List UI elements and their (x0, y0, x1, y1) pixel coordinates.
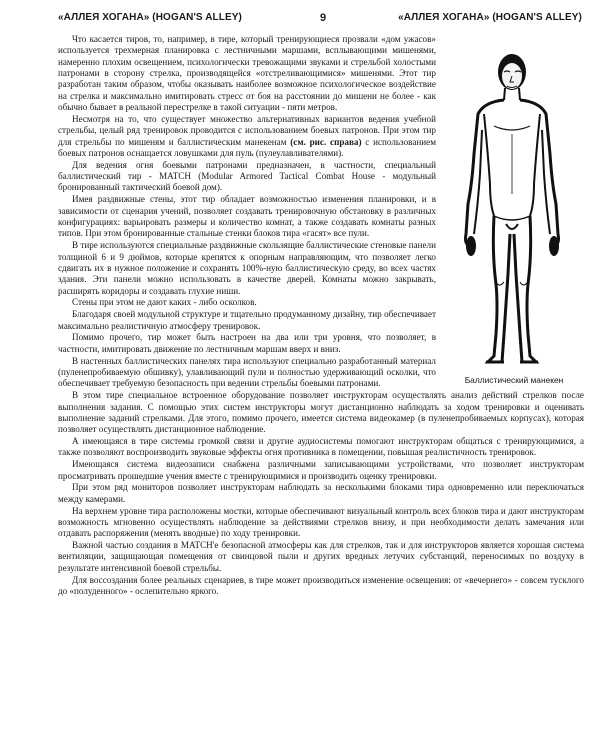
paragraph-15: Важной частью создания в MATCH'е безопасной атмосферы как для стрелков, так и для инструкторов является хорошая система вентиляции, защищающая помещения от свинцовой пыли и других вредных летучих субстанций, переносимых по воздуху в результате интенсивной боевой стрельбы. (58, 540, 584, 573)
paragraph-10: В этом тире специальное встроенное оборудование позволяет инструкторам осуществлять анализ действий стрелков после выполнения задания. С помощью этих систем инструкторы могут дистанционно наблюдать за ходом тренировки и оценивать выполнение заданий стрелками. Для этого, помимо прочего, имеется система видеокамер (в пуленепробиваемых корпусах), которая позволяет осуществлять дистанционное наблюдение. (58, 390, 584, 435)
ballistic-mannequin-illustration (444, 34, 584, 374)
paragraph-9: В настенных баллистических панелях тира используют специально разработанный материал (пуленепробиваемую обшивку), улавливающий пули и полностью удерживающий осколки, что обеспечивает требуемую безопасность при ведении стрельбы боевыми патронами. (58, 355, 436, 389)
page-header (58, 12, 582, 28)
running-title-right: «АЛЛЕЯ ХОГАНА» (HOGAN'S ALLEY) (398, 12, 582, 23)
paragraph-16: Для воссоздания более реальных сценариев, в тире может производиться изменение освещения: от «вечернего» - совсем тусклого до «полуденного» - ослепительно яркого. (58, 574, 584, 596)
paragraph-13: При этом ряд мониторов позволяет инструкторам наблюдать за несколькими блоками тира одновременно или переключаться между камерами. (58, 482, 584, 504)
paragraph-3: Для ведения огня боевыми патронами предназначен, в частности, специальный баллистический тир - MATCH (Modular Armored Tactical Combat House - модульный бронированный тактический боевой дом). (58, 159, 436, 193)
paragraph-11: А имеющаяся в тире системы громкой связи и другие аудиосистемы помогают инструкторам общаться с тренирующимися, а также позволяют воспроизводить звуковые эффекты огня противника в помещении, повышая реалистичность тренировок. (58, 436, 584, 458)
paragraph-5: В тире используются специальные раздвижные скользящие баллистические стеновые панели толщиной 6 и 9 дюймов, которые крепятся к опорным направляющим, что позволяет легко сдвигать их в нужное положение и сохранять 100%-ную баллистическую среду, во всех частях здания. Эти панели можно использовать в качестве дверей. Комнаты можно закрывать, расширять коридоры и создавать глухие ниши. (58, 240, 436, 296)
paragraph-8: Помимо прочего, тир может быть настроен на два или три уровня, что позволяет, в частности, имитировать движение по лестничным маршам вверх и вниз. (58, 332, 436, 354)
figure-caption: Баллистический манекен (464, 374, 564, 385)
article-body (58, 34, 584, 598)
paragraph-7: Благодаря своей модульной структуре и тщательно продуманному дизайну, тир обеспечивает максимально реалистичную атмосферу тренировок. (58, 309, 436, 331)
paragraph-6: Стены при этом не дают каких - либо осколков. (72, 297, 257, 308)
figure-reference: (см. рис. справа) (290, 136, 362, 147)
paragraph-14: На верхнем уровне тира расположены мостки, которые обеспечивают визуальный контроль всех блоков тира и дают инструкторам возможность мгновенно осуществлять наблюдение за действиями стрелков внизу, и при необходимости делать замечания или отдавать распоряжения (менять вводные) по ходу тренировки. (58, 505, 584, 539)
paragraph-12: Имеющаяся система видеозаписи снабжена различными записывающими устройствами, что позволяет инструкторам просматривать прошедшие учения вместе с тренирующимися и производить оценку тренировки. (58, 459, 584, 481)
page-number: 9 (320, 12, 327, 24)
paragraph-1: Что касается тиров, то, например, в тире, который тренирующиеся прозвали «дом ужасов» используется трехмерная планировка с лестничными маршами, всплывающими мишенями, намеренно плохим освещением, психологически тревожащими звуками и стрельбой холостыми патронами в сторону стрелка, производящейся «отстреливающимися» мишенями. Этот тир разработан таким образом, чтобы оказывать наиболее возможное психологическое воздействие на стрелка и максимально имитировать стресс от боя на расстоянии до мишени не более - как обычно бывает в реальной перестрелке в такой ситуации - пяти метров. (58, 34, 436, 113)
running-title-left: «АЛЛЕЯ ХОГАНА» (HOGAN'S ALLEY) (58, 12, 242, 23)
paragraph-2-text-a: Несмотря на то, что существует множество альтернативных вариантов ведения учебной стрельбы, целый ряд тренировок проводится с использованием боевых патронов. При этом тир для стрельбы по мишеням и баллистическим манекенам (58, 113, 436, 147)
paragraph-2-text-b: с использованием боевых патронов оснащается ловушками для пуль (пулеулавливателями). (58, 136, 436, 158)
mannequin-figure (444, 34, 584, 390)
paragraph-4: Имея раздвижные стены, этот тир обладает возможностью изменения планировки, и в зависимости от сценария учений, позволяет создавать тренировочную обстановку в различных конфигурациях: варьировать размеры и количество комнат, а также создавать комнаты разных типов. При этом бронированные стальные стенки блоков тира «гасят» все пули. (58, 194, 436, 239)
